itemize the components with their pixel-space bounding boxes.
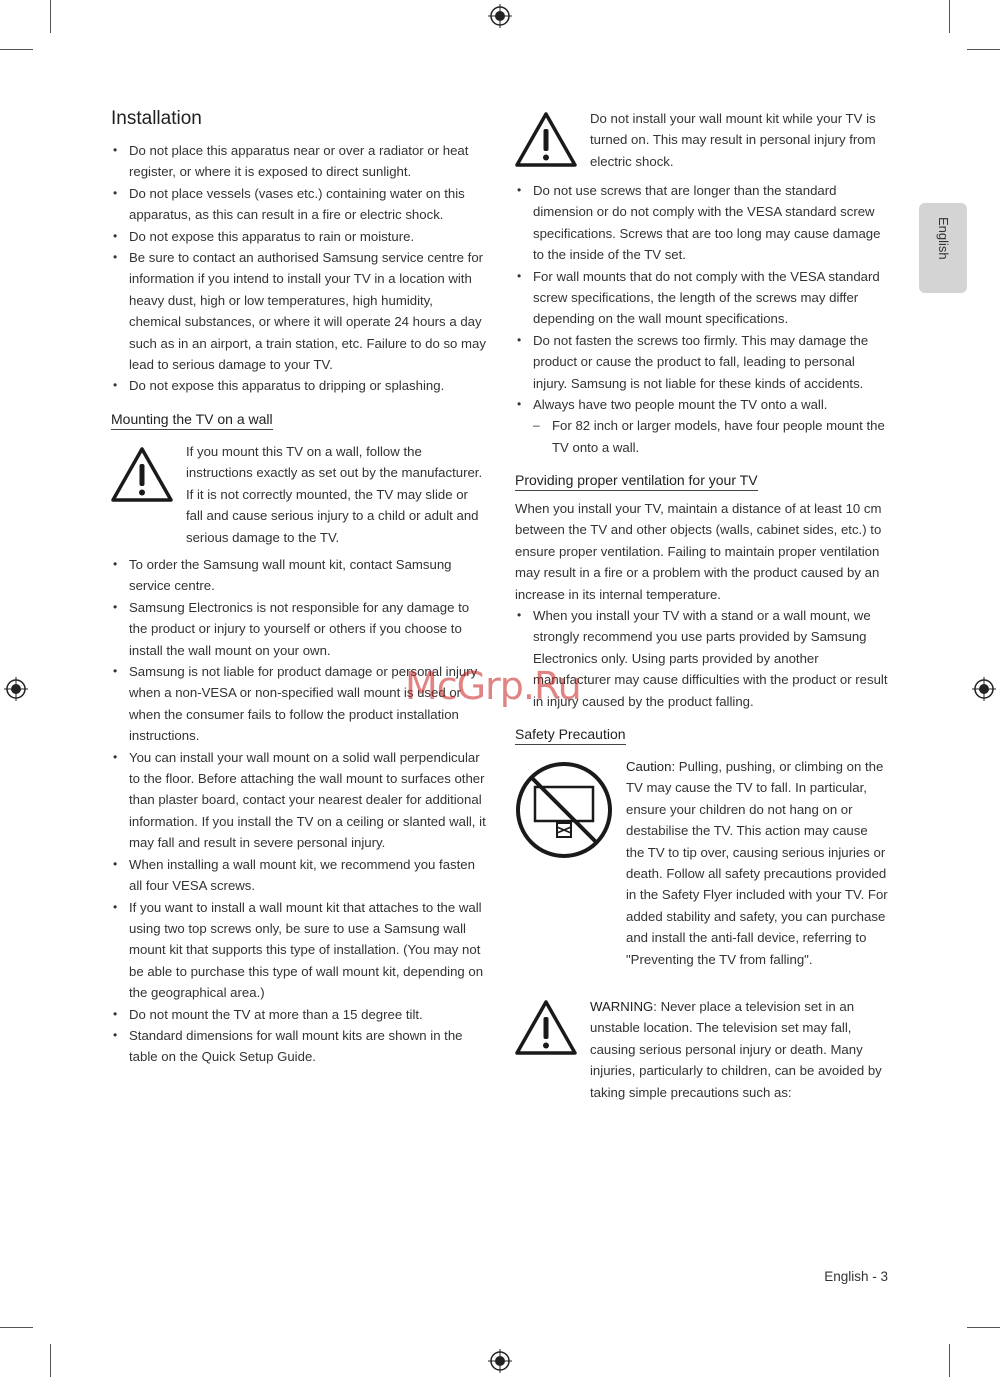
crop-mark [949,1344,950,1377]
warning-text: : Never place a television set in an unstable location. The television set may fall, causing serious personal injury or death. Many injuries, particularly to children, can be avoided by taking simple precautions such as: [590,999,882,1100]
language-side-tab [919,203,967,293]
no-climbing-tv-icon [514,760,614,860]
crop-mark [949,0,950,33]
ventilation-paragraph: When you install your TV, maintain a distance of at least 10 cm between the TV and other objects (walls, cabinet sides, etc.) to ensure proper ventilation. Failing to maintain proper ventilation may result in a fire or a problem with the product caused by an increase in its internal temperature. [515,501,882,602]
registration-mark-icon [4,677,28,701]
list-item: • Do not expose this apparatus to rain or moisture. [111,226,486,247]
page-title: Installation [111,108,202,129]
crop-mark [967,1327,1000,1328]
list-item: • Do not mount the TV at more than a 15 degree tilt. [111,1004,486,1025]
list-item: • When you install your TV with a stand or a wall mount, we strongly recommend you use parts provided by Samsung Electronics only. Using parts provided by another manufacturer may cause difficulties with the product or result in injury caused by the product falling. [515,605,890,712]
mounting-list [111,554,486,1068]
mounting-warning-text-2: Do not install your wall mount kit while your TV is turned on. This may result in personal injury from electric shock. [590,111,876,169]
ventilation-heading: Providing proper ventilation for your TV [515,471,758,491]
list-item: • Always have two people mount the TV onto a wall. [515,394,890,415]
list-item: • Samsung Electronics is not responsible for any damage to the product or injury to yourself or others if you choose to install the wall mount on your own. [111,597,486,661]
list-item: • Do not expose this apparatus to dripping or splashing. [111,375,486,396]
crop-mark [967,49,1000,50]
list-item: • Samsung is not liable for product damage or personal injury when a non-VESA or non-specified wall mount is used or when the consumer fails to follow the product installation instructions. [111,661,486,747]
sub-list-item: – For 82 inch or larger models, have four people mount the TV onto a wall. [515,415,890,458]
mounting-warning-text: If you mount this TV on a wall, follow the instructions exactly as set out by the manufacturer. If it is not correctly mounted, the TV may slide or fall and cause serious injury to a child or adult and serious damage to the TV. [186,444,483,545]
list-item: • Be sure to contact an authorised Samsung service centre for information if you intend to install your TV in a location with heavy dust, high or low temperatures, high humidity, chemical substances, or where it will operate 24 hours a day such as in an airport, a train station, etc. Failure to do so may lead to serious damage to your TV. [111,247,486,375]
warning-triangle-icon [110,445,174,503]
registration-mark-icon [488,1349,512,1373]
crop-mark [0,49,33,50]
list-item: • You can install your wall mount on a solid wall perpendicular to the floor. Before attaching the wall mount to surfaces other than plaster board, contact your nearest dealer for additional information. If you install the TV on a ceiling or slanted wall, it may fall and result in severe personal injury. [111,747,486,854]
safety-heading: Safety Precaution [515,725,626,745]
registration-mark-icon [972,677,996,701]
warning-triangle-icon [514,998,578,1056]
mounting-list-2 [515,180,890,458]
warning-label: WARNING [590,999,654,1014]
list-item: • Do not place vessels (vases etc.) containing water on this apparatus, as this can result in a fire or electric shock. [111,183,486,226]
watermark: McGrp.Ru [405,664,581,708]
list-item: • If you want to install a wall mount kit that attaches to the wall using two top screws only, be sure to use a Samsung wall mount kit that supports this type of installation. (You may not be able to purchase this type of wall mount kit, depending on the geographical area.) [111,897,486,1004]
list-item: • For wall mounts that do not comply with the VESA standard screw specifications, the length of the screws may differ depending on the wall mount specifications. [515,266,890,330]
list-item: • To order the Samsung wall mount kit, contact Samsung service centre. [111,554,486,597]
crop-mark [50,1344,51,1377]
list-item: • Do not place this apparatus near or over a radiator or heat register, or where it is exposed to direct sunlight. [111,140,486,183]
registration-mark-icon [488,4,512,28]
list-item: • Do not use screws that are longer than the standard dimension or do not comply with the VESA standard screw specifications. Screws that are too long may cause damage to the inside of the TV set. [515,180,890,266]
warning-paragraph [590,996,888,1103]
installation-list [111,140,486,397]
caution-text: : Pulling, pushing, or climbing on the TV may cause the TV to fall. In particular, ensure your children do not hang on or destabilise the TV. This action may cause the TV to tip over, causing serious injuries or death. Follow all safety precautions provided in the Safety Flyer included with your TV. For added stability and safety, you can purchase and install the anti-fall device, referring to "Preventing the TV from falling". [626,759,888,967]
page-number: English - 3 [824,1269,888,1284]
caution-label: Caution [626,759,672,774]
warning-triangle-icon [514,110,578,168]
crop-mark [0,1327,33,1328]
caution-paragraph [626,756,888,970]
list-item: • When installing a wall mount kit, we recommend you fasten all four VESA screws. [111,854,486,897]
crop-mark [50,0,51,33]
list-item: • Do not fasten the screws too firmly. This may damage the product or cause the product to fall, leading to personal injury. Samsung is not liable for these kinds of accidents. [515,330,890,394]
list-item: • Standard dimensions for wall mount kits are shown in the table on the Quick Setup Guide. [111,1025,486,1068]
mounting-heading: Mounting the TV on a wall [111,410,273,430]
language-tab-label: English [936,217,951,260]
